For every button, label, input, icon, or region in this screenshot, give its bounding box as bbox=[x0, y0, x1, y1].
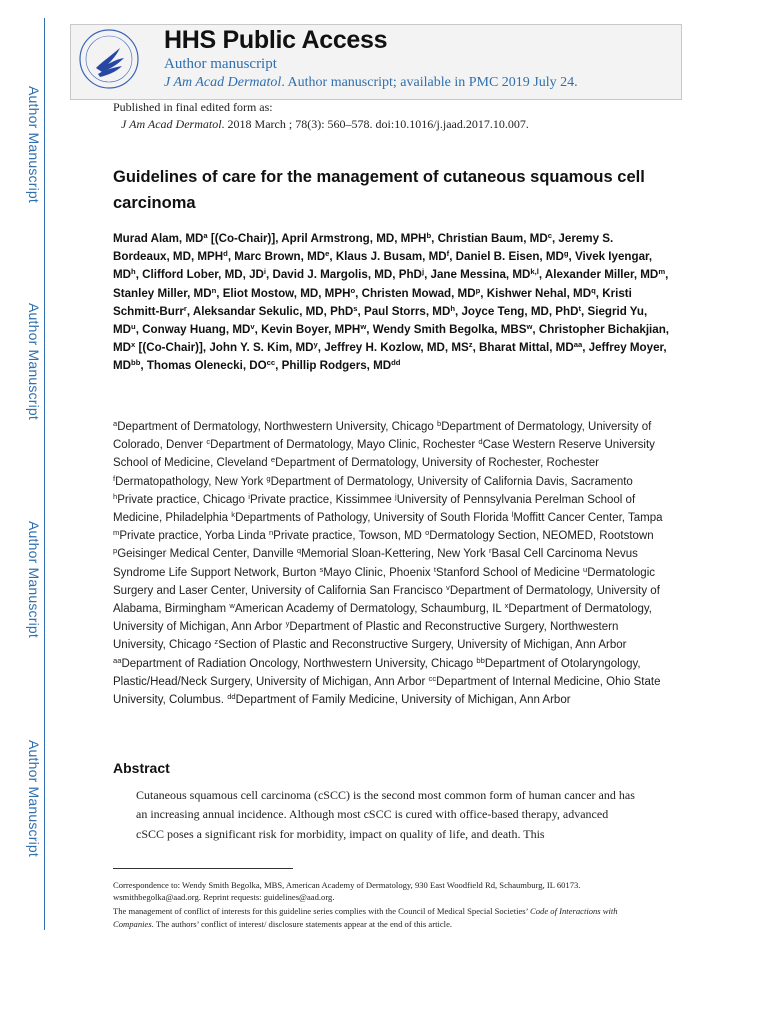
author-name: Kristi Schmitt-Burr bbox=[113, 286, 632, 318]
author-affiliation-marker: v bbox=[250, 321, 255, 331]
author-name: Siegrid Yu, MD bbox=[113, 304, 648, 337]
footnote-divider bbox=[113, 868, 293, 869]
affiliation-marker: q bbox=[296, 546, 302, 556]
author-name: Conway Huang, MD bbox=[142, 323, 251, 337]
author-affiliation-marker: h bbox=[131, 267, 136, 277]
affiliation-marker: s bbox=[319, 564, 324, 574]
author-affiliation-marker: d bbox=[223, 249, 228, 258]
author-affiliation-marker: f bbox=[446, 249, 450, 258]
affiliation-text: Private practice, Chicago bbox=[117, 493, 246, 506]
author-name: April Armstrong, MD, MPH bbox=[281, 232, 427, 245]
affiliation-marker: d bbox=[478, 437, 483, 447]
affiliation-text: Department of Otolaryngology, Plastic/Head/Neck Surgery, University of Michigan, Ann Arbor bbox=[113, 657, 641, 688]
hhs-public-access-title: HHS Public Access bbox=[164, 26, 388, 54]
author-name: Stanley Miller, MD bbox=[113, 286, 212, 300]
author-affiliation-marker: o bbox=[350, 285, 356, 295]
author-role-note: [(Co-Chair)] bbox=[207, 232, 276, 245]
author-affiliation-marker: n bbox=[211, 285, 217, 295]
author-affiliation-marker: u bbox=[131, 321, 136, 331]
affiliation-marker: l bbox=[511, 509, 514, 519]
published-citation: J Am Acad Dermatol. 2018 March ; 78(3): 560–578. doi:10.1016/j.jaad.2017.10.007. bbox=[121, 117, 529, 131]
affiliation-text: Department of Family Medicine, University of Michigan, Ann Arbor bbox=[235, 694, 571, 707]
author-affiliation-marker: p bbox=[475, 285, 481, 295]
affiliation-text: Department of Dermatology, University of Michigan, Ann Arbor bbox=[113, 603, 652, 634]
affiliation-marker: y bbox=[285, 619, 290, 629]
footnotes bbox=[113, 879, 643, 932]
affiliation-text: Department of Dermatology, University of Alabama, Birmingham bbox=[113, 584, 660, 616]
affiliation-text: Mayo Clinic, Phoenix bbox=[323, 566, 431, 579]
affiliation-text: Section of Plastic and Reconstructive Surgery, University of Michigan, Ann Arbor bbox=[218, 639, 627, 652]
author-role-note: [(Co-Chair)] bbox=[135, 341, 203, 355]
published-label: Published in final edited form as: bbox=[113, 100, 273, 114]
affiliation-marker: n bbox=[268, 528, 274, 538]
affiliation-text: Department of Dermatology, University of California Davis, Sacramento bbox=[270, 475, 633, 488]
affiliation-text: Departments of Pathology, University of South Florida bbox=[235, 512, 509, 525]
affiliation-marker: i bbox=[248, 491, 250, 501]
sidebar-divider bbox=[44, 18, 45, 930]
affiliation-marker: k bbox=[231, 509, 236, 519]
author-affiliation-marker: j bbox=[421, 267, 425, 277]
author-name: John Y. S. Kim, MD bbox=[209, 341, 314, 355]
author-affiliation-marker: z bbox=[468, 340, 473, 350]
article-title: Guidelines of care for the management of cutaneous squamous cell carcinoma bbox=[113, 168, 645, 212]
author-name: Christopher Bichakjian, MD bbox=[113, 323, 670, 355]
author-affiliation-marker: a bbox=[203, 230, 208, 240]
sidebar-label: Author Manuscript bbox=[26, 86, 42, 204]
sidebar-label: Author Manuscript bbox=[26, 740, 42, 858]
affiliation-text: Department of Plastic and Reconstructive Surgery, Northwestern University, Chicago bbox=[113, 621, 619, 652]
author-list: Murad Alam, $MD^a$ [(Co-Chair)], April Armstrong, MD, MPH$^b$, Christian Baum, $MD^c$, Jeremy S. Bordeaux, MD, MPH$^d$, Marc Brown, MDe, Klaus J. Busam, $MD^f$, Daniel B. Eisen, $MD^g$, Vivek Iyengar, $MD^h$, Clifford Lober, MD, $JD^i$, David J. Margolis, MD, PhD$^j$, Jane Messina, MD$^{k,l}$, Alexander Miller, $MD^m$, Stanley Miller, $MD^n$, Eliot Mostow, MD, MPH$^o$, Christen Mowad, $MD^p$, Kishwer Nehal, $MD^q$, Kristi Schmitt-Burr$^r$, Aleksandar Sekulic, MD, PhD$^s$, Paul Storrs, $MD^h$, Joyce Teng, MD, PhD$^t$, Siegrid Yu, $MD^u$, Conway Huang, $MD^v$, Kevin Boyer, MPH$^w$, Wendy Smith Begolka, MBS$^w$, Christopher Bichakjian, $MD^x$ [(Co-Chair)], John Y. S. Kim, $MD^y$, Jeffrey H. Kozlow, MD, $MS^z$, Bharat Mittal, $MD^{aa}$, Jeffrey Moyer, $MD^{bb}$, Thomas Olenecki, $DO^{cc}$, Phillip Rodgers, $MD^{dd}$ bbox=[113, 230, 670, 373]
author-affiliation-marker: x bbox=[131, 340, 136, 350]
affiliation-marker: u bbox=[583, 564, 588, 574]
affiliation-text: Department of Dermatology, Northwestern University, Chicago bbox=[117, 421, 434, 433]
header-subtitle: Author manuscript bbox=[164, 56, 277, 72]
affiliation-text: Department of Radiation Oncology, Northwestern University, Chicago bbox=[121, 657, 474, 670]
affiliation-text: Private practice, Towson, MD bbox=[273, 530, 422, 543]
affiliation-text: Moffitt Cancer Center, Tampa bbox=[513, 512, 663, 525]
author-affiliation-marker: m bbox=[658, 267, 666, 277]
author-affiliation-marker: g bbox=[563, 249, 569, 258]
affiliation-marker: m bbox=[113, 528, 120, 538]
sidebar-label: Author Manuscript bbox=[26, 521, 42, 639]
affiliation-text: Private practice, Yorba Linda bbox=[119, 530, 266, 543]
author-affiliation-marker: q bbox=[591, 285, 596, 295]
author-name: Christen Mowad, MD bbox=[361, 286, 476, 300]
affiliation-text: Geisinger Medical Center, Danville bbox=[117, 548, 294, 561]
author-name: Aleksandar Sekulic, MD, PhD bbox=[192, 304, 354, 318]
affiliation-text: Case Western Reserve University School of Medicine, Cleveland bbox=[113, 439, 655, 470]
abstract-heading: Abstract bbox=[113, 760, 170, 776]
author-name: Clifford Lober, MD, JD bbox=[142, 268, 264, 282]
affiliation-marker: aa bbox=[113, 655, 122, 665]
author-name: Thomas Olenecki, DO bbox=[146, 359, 267, 373]
author-name: Kishwer Nehal, MD bbox=[486, 286, 592, 300]
author-affiliation-marker: dd bbox=[391, 358, 401, 368]
affiliation-marker: bb bbox=[476, 655, 485, 665]
author-affiliation-marker: bb bbox=[131, 358, 141, 368]
author-name: Jeffrey H. Kozlow, MD, MS bbox=[324, 341, 469, 355]
affiliation-marker: r bbox=[489, 546, 492, 556]
header-journal-line: J Am Acad Dermatol. Author manuscript; available in PMC 2019 July 24. bbox=[164, 75, 578, 90]
affiliation-text: American Academy of Dermatology, Schaumburg, IL bbox=[234, 603, 502, 616]
affiliation-marker: g bbox=[266, 473, 271, 483]
affiliation-text: Stanford School of Medicine bbox=[435, 566, 580, 579]
author-name: Bharat Mittal, MD bbox=[479, 341, 574, 355]
affiliation-marker: p bbox=[113, 546, 118, 556]
author-affiliation-marker: k,l bbox=[530, 267, 539, 277]
author-name: Jeremy S. Bordeaux, MD, MPH bbox=[113, 232, 614, 264]
author-affiliation-marker: w bbox=[526, 321, 533, 331]
affiliation-text: Dermatology Section, NEOMED, Rootstown bbox=[429, 530, 654, 543]
abstract-text: Cutaneous squamous cell carcinoma (cSCC) is the second most common form of human cancer and has an increasing annual incidence. Although most cSCC is cured with office-based therapy, advanced cSCC poses a significant risk for morbidity, impact on quality of life, and death. This bbox=[136, 788, 635, 841]
conflict-of-interest-note: The management of conflict of interests for this guideline series complies with the Council of Medical Special Societies’ Code of Interactions with Companies. The authors’ conflict of interest/ disclosure statements appear at the end of this article. bbox=[113, 906, 618, 929]
affiliation-marker: x bbox=[504, 600, 509, 610]
author-affiliation-marker: e bbox=[325, 249, 330, 258]
author-affiliation-marker: c bbox=[547, 230, 552, 240]
sidebar-label: Author Manuscript bbox=[26, 303, 42, 421]
affiliation-text: Department of Internal Medicine, Ohio State University, Columbus. bbox=[113, 675, 661, 707]
author-affiliation-marker: t bbox=[578, 303, 582, 313]
affiliation-marker: h bbox=[113, 491, 118, 501]
affiliation-marker: j bbox=[395, 491, 397, 501]
author-affiliation-marker: w bbox=[360, 321, 367, 331]
affiliation-marker: dd bbox=[227, 691, 236, 701]
author-affiliation-marker: y bbox=[313, 340, 318, 350]
affiliation-text: Private practice, Kissimmee bbox=[249, 493, 392, 506]
correspondence-note: Correspondence to: Wendy Smith Begolka, MBS, American Academy of Dermatology, 930 East Woodfield Rd, Schaumburg, IL 60173. wsmithbegolka@aad.org. Reprint requests: guidelines@aad.org. bbox=[113, 880, 581, 903]
affiliation-marker: v bbox=[446, 582, 450, 592]
affiliation-marker: z bbox=[214, 637, 219, 647]
author-affiliation-marker: aa bbox=[573, 340, 583, 350]
affiliation-marker: a bbox=[113, 418, 118, 428]
author-affiliation-marker: r bbox=[183, 303, 187, 313]
author-name: Christian Baum, MD bbox=[437, 232, 548, 245]
affiliation-marker: e bbox=[270, 455, 276, 465]
affiliation-marker: t bbox=[433, 564, 436, 574]
author-affiliation-marker: s bbox=[353, 303, 358, 313]
author-name: Kevin Boyer, MPH bbox=[261, 323, 361, 337]
affiliation-text: Department of Dermatology, University of Rochester, Rochester bbox=[275, 457, 599, 470]
author-affiliation-marker: h bbox=[450, 303, 455, 313]
author-name: Phillip Rodgers, MD bbox=[281, 359, 392, 373]
author-name: Joyce Teng, MD, PhD bbox=[461, 304, 579, 318]
author-name: Jeffrey Moyer, MD bbox=[113, 341, 667, 373]
author-name: David J. Margolis, MD, PhD bbox=[272, 268, 422, 282]
affiliation-text: Basal Cell Carcinoma Nevus Syndrome Life Support Network, Burton bbox=[113, 548, 638, 579]
affiliation-text: University of Pennsylvania Perelman School of Medicine, Philadelphia bbox=[113, 493, 636, 525]
affiliation-marker: c bbox=[206, 437, 211, 447]
author-affiliation-marker: cc bbox=[266, 358, 276, 368]
affiliation-text: Dermatopathology, New York bbox=[115, 475, 264, 488]
hhs-eagle-logo-icon bbox=[78, 28, 140, 90]
affiliation-marker: o bbox=[425, 528, 430, 538]
affiliation-text: Dermatologic Surgery and Laser Center, University of California San Francisco bbox=[113, 566, 655, 597]
affiliation-text: Department of Dermatology, Mayo Clinic, Rochester bbox=[210, 439, 476, 452]
affiliation-list bbox=[113, 418, 673, 709]
author-name: Eliot Mostow, MD, MPH bbox=[222, 286, 351, 300]
author-affiliation-marker: i bbox=[263, 267, 267, 277]
author-name: Wendy Smith Begolka, MBS bbox=[372, 323, 527, 337]
author-name: Daniel B. Eisen, MD bbox=[455, 250, 564, 264]
author-name: Murad Alam, MD bbox=[113, 232, 204, 245]
author-affiliation-marker: b bbox=[426, 230, 432, 240]
author-name: Paul Storrs, MD bbox=[364, 304, 451, 318]
author-name: Vivek Iyengar, MD bbox=[113, 250, 653, 282]
affiliation-marker: f bbox=[113, 473, 116, 483]
author-name: Alexander Miller, MD bbox=[544, 268, 659, 282]
affiliation-text: Department of Dermatology, University of Colorado, Denver bbox=[113, 421, 652, 452]
author-name: Jane Messina, MD bbox=[430, 268, 531, 282]
affiliation-marker: b bbox=[437, 418, 442, 428]
affiliation-marker: w bbox=[229, 600, 235, 610]
author-name: Marc Brown, MD bbox=[234, 250, 326, 264]
affiliation-text: Memorial Sloan-Kettering, New York bbox=[301, 548, 486, 561]
author-name: Klaus J. Busam, MD bbox=[335, 250, 447, 264]
affiliation-marker: cc bbox=[428, 673, 437, 683]
